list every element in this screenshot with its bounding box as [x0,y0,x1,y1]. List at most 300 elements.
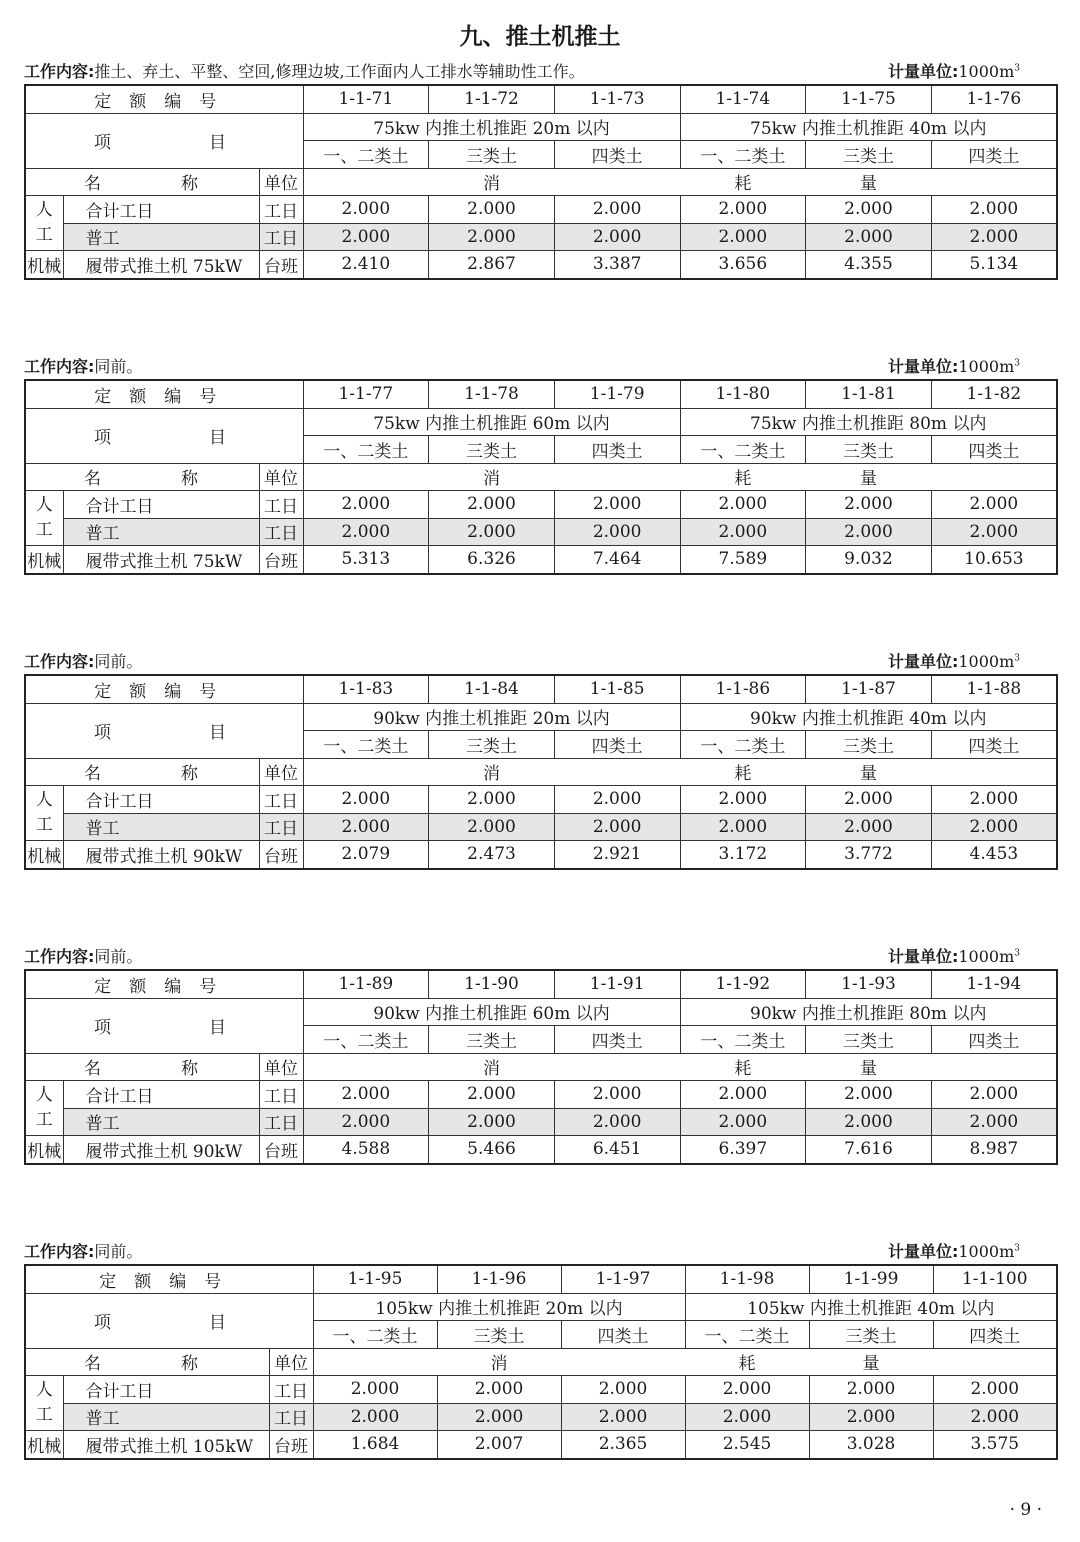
item-label-a: 项 [94,1313,111,1333]
group-b-header: 75kw 内推土机推距 80m 以内 [680,408,1057,436]
quota-code: 1-1-75 [806,85,932,113]
section-meta [24,357,1056,379]
machine-value: 6.326 [429,546,555,574]
name-label [25,168,259,196]
soil-type: 四类土 [931,436,1057,464]
soil-type: 四类土 [554,436,680,464]
total-workday-value: 2.000 [809,1376,933,1404]
consume-blank [933,1348,1057,1376]
group-b-header: 75kw 内推土机推距 40m 以内 [680,113,1057,141]
work-content-text: 同前。 [94,1242,143,1261]
machine-category: 机械 [25,1136,63,1164]
quota-number-row [25,675,1057,703]
total-workday-row [25,491,1057,519]
workday-unit: 工日 [259,196,303,224]
labor-category-b: 工 [35,520,53,540]
quota-section [24,1242,1056,1460]
general-labor-name: 普工 [63,1403,269,1431]
general-labor-value: 2.000 [554,518,680,546]
machine-value: 2.867 [429,251,555,279]
work-content [24,1239,142,1262]
group-row [25,1293,1057,1321]
workday-unit: 工日 [259,491,303,519]
soil-type: 一、二类土 [303,731,429,759]
general-labor-value: 2.000 [931,518,1057,546]
quota-code: 1-1-77 [303,380,429,408]
name-label-a: 名 [84,174,101,195]
shift-unit: 台班 [259,841,303,869]
machine-value: 2.007 [437,1431,561,1459]
total-workday-value: 2.000 [680,786,806,814]
measure-unit [888,944,1020,967]
general-labor-name: 普工 [63,518,259,546]
quota-code: 1-1-82 [931,380,1057,408]
total-workday-name: 合计工日 [63,786,259,814]
machine-value: 10.653 [931,546,1057,574]
total-workday-row [25,1081,1057,1109]
machine-value: 2.473 [429,841,555,869]
labor-category-a: 人 [35,200,53,220]
consume-char: 量 [806,758,932,786]
name-label-b: 称 [181,764,198,785]
unit-base: 1000m [958,62,1015,81]
general-labor-value: 2.000 [933,1403,1057,1431]
group-a-header: 90kw 内推土机推距 60m 以内 [303,998,680,1026]
total-workday-value: 2.000 [313,1376,437,1404]
group-a-header: 90kw 内推土机推距 20m 以内 [303,703,680,731]
labor-category-a: 人 [35,1085,53,1105]
machine-row [25,1136,1057,1164]
machine-row [25,546,1057,574]
workday-unit: 工日 [259,518,303,546]
workday-unit: 工日 [259,1081,303,1109]
soil-type: 三类土 [429,1026,555,1054]
consume-blank [303,463,429,491]
quota-number-label: 定额编号 [25,675,303,703]
total-workday-value: 2.000 [303,196,429,224]
soil-type: 四类土 [933,1321,1057,1349]
unit-label: 计量单位: [887,357,959,376]
name-label [25,1053,259,1081]
soil-type: 三类土 [809,1321,933,1349]
quota-code: 1-1-73 [554,85,680,113]
total-workday-value: 2.000 [931,491,1057,519]
name-label [25,758,259,786]
soil-type: 四类土 [931,731,1057,759]
soil-type: 一、二类土 [680,731,806,759]
total-workday-value: 2.000 [931,786,1057,814]
labor-category [25,491,63,546]
group-row [25,408,1057,436]
name-label-a: 名 [84,764,101,785]
machine-name: 履带式推土机 75kW [63,546,259,574]
machine-value: 4.355 [806,251,932,279]
general-labor-value: 2.000 [554,223,680,251]
total-workday-value: 2.000 [931,1081,1057,1109]
machine-value: 1.684 [313,1431,437,1459]
group-row [25,703,1057,731]
machine-value: 2.545 [685,1431,809,1459]
name-label [25,463,259,491]
machine-value: 5.134 [931,251,1057,279]
quota-code: 1-1-91 [554,970,680,998]
page-title: 九、推土机推土 [459,24,621,50]
labor-category [25,1081,63,1136]
quota-code: 1-1-74 [680,85,806,113]
labor-category [25,786,63,841]
consume-blank [931,1053,1057,1081]
item-label [25,1293,313,1348]
work-content-text: 同前。 [94,947,143,966]
consume-blank [554,1053,680,1081]
labor-category-a: 人 [35,1380,53,1400]
soil-type: 四类土 [931,141,1057,169]
item-label-b: 目 [209,133,226,153]
group-a-header: 105kw 内推土机推距 20m 以内 [313,1293,685,1321]
quota-table [24,84,1058,280]
item-label [25,408,303,463]
general-labor-value: 2.000 [931,1108,1057,1136]
name-label-b: 称 [181,1354,198,1375]
machine-value: 6.451 [554,1136,680,1164]
machine-value: 2.921 [554,841,680,869]
name-label-a: 名 [84,1354,101,1375]
item-label-a: 项 [94,1018,111,1038]
workday-unit: 工日 [269,1376,313,1404]
name-label-b: 称 [181,469,198,490]
consume-blank [313,1348,437,1376]
soil-type: 四类土 [554,141,680,169]
workday-unit: 工日 [259,813,303,841]
total-workday-value: 2.000 [554,491,680,519]
unit-value [958,62,1020,81]
machine-value: 7.616 [806,1136,932,1164]
work-content-label: 工作内容: [24,1242,95,1261]
quota-code: 1-1-93 [806,970,932,998]
machine-value: 4.588 [303,1136,429,1164]
quota-number-row [25,380,1057,408]
general-labor-name: 普工 [63,1108,259,1136]
quota-table [24,379,1058,575]
consume-char: 消 [429,168,555,196]
total-workday-value: 2.000 [554,196,680,224]
soil-type: 三类土 [437,1321,561,1349]
work-content [24,649,142,672]
measure-unit [888,1239,1020,1262]
name-header-row [25,168,1057,196]
total-workday-value: 2.000 [680,196,806,224]
soil-type: 一、二类土 [303,436,429,464]
workday-unit: 工日 [269,1403,313,1431]
machine-category: 机械 [25,251,63,279]
item-label [25,113,303,168]
unit-label: 计量单位: [887,62,959,81]
machine-value: 3.656 [680,251,806,279]
total-workday-value: 2.000 [806,196,932,224]
general-labor-row [25,223,1057,251]
total-workday-value: 2.000 [554,1081,680,1109]
work-content [24,354,142,377]
quota-number-label: 定额编号 [25,85,303,113]
machine-category: 机械 [25,841,63,869]
unit-column-label: 单位 [259,1053,303,1081]
consume-char: 耗 [685,1348,809,1376]
machine-value: 8.987 [931,1136,1057,1164]
general-labor-value: 2.000 [554,1108,680,1136]
consume-blank [931,168,1057,196]
general-labor-value: 2.000 [680,223,806,251]
labor-category-a: 人 [35,495,53,515]
general-labor-value: 2.000 [429,813,555,841]
consume-char: 消 [429,1053,555,1081]
machine-category: 机械 [25,546,63,574]
machine-row [25,841,1057,869]
general-labor-value: 2.000 [680,813,806,841]
soil-type: 三类土 [806,141,932,169]
total-workday-value: 2.000 [437,1376,561,1404]
name-header-row [25,758,1057,786]
soil-type: 一、二类土 [680,141,806,169]
unit-base: 1000m [958,947,1015,966]
work-content-text: 同前。 [94,357,143,376]
machine-row [25,1431,1057,1459]
general-labor-value: 2.000 [680,1108,806,1136]
work-content-label: 工作内容: [24,947,95,966]
quota-code: 1-1-95 [313,1265,437,1293]
section-meta [24,62,1056,84]
total-workday-row [25,1376,1057,1404]
machine-value: 3.387 [554,251,680,279]
quota-code: 1-1-92 [680,970,806,998]
machine-value: 5.466 [429,1136,555,1164]
quota-code: 1-1-100 [933,1265,1057,1293]
quota-code: 1-1-78 [429,380,555,408]
soil-type: 三类土 [429,731,555,759]
machine-name: 履带式推土机 105kW [63,1431,269,1459]
consume-blank [931,463,1057,491]
total-workday-value: 2.000 [554,786,680,814]
quota-code: 1-1-80 [680,380,806,408]
soil-type: 四类土 [931,1026,1057,1054]
unit-label: 计量单位: [887,947,959,966]
name-label [25,1348,269,1376]
consume-blank [303,758,429,786]
workday-unit: 工日 [259,223,303,251]
quota-number-row [25,85,1057,113]
unit-value [958,652,1020,671]
soil-type: 三类土 [806,436,932,464]
general-labor-value: 2.000 [429,1108,555,1136]
shift-unit: 台班 [259,1136,303,1164]
total-workday-name: 合计工日 [63,1081,259,1109]
group-row [25,998,1057,1026]
general-labor-value: 2.000 [680,518,806,546]
quota-code: 1-1-81 [806,380,932,408]
general-labor-value: 2.000 [313,1403,437,1431]
quota-code: 1-1-87 [806,675,932,703]
general-labor-value: 2.000 [806,518,932,546]
machine-value: 2.079 [303,841,429,869]
machine-value: 4.453 [931,841,1057,869]
work-content-label: 工作内容: [24,652,95,671]
general-labor-row [25,813,1057,841]
total-workday-value: 2.000 [806,786,932,814]
total-workday-value: 2.000 [806,1081,932,1109]
machine-value: 3.772 [806,841,932,869]
machine-value: 3.575 [933,1431,1057,1459]
total-workday-value: 2.000 [303,491,429,519]
machine-name: 履带式推土机 90kW [63,841,259,869]
quota-number-label: 定额编号 [25,970,303,998]
quota-code: 1-1-89 [303,970,429,998]
quota-code: 1-1-84 [429,675,555,703]
name-label-a: 名 [84,469,101,490]
soil-type: 一、二类土 [303,1026,429,1054]
general-labor-value: 2.000 [554,813,680,841]
section-meta [24,947,1056,969]
section-meta [24,652,1056,674]
machine-value: 7.464 [554,546,680,574]
quota-number-row [25,1265,1057,1293]
work-content-text: 推土、弃土、平整、空回,修理边坡,工作面内人工排水等辅助性工作。 [94,62,585,81]
unit-base: 1000m [958,357,1015,376]
quota-code: 1-1-96 [437,1265,561,1293]
general-labor-value: 2.000 [303,813,429,841]
unit-column-label: 单位 [259,758,303,786]
soil-type: 一、二类土 [680,1026,806,1054]
general-labor-value: 2.000 [931,223,1057,251]
machine-value: 2.410 [303,251,429,279]
general-labor-row [25,1403,1057,1431]
item-label [25,703,303,758]
labor-category [25,196,63,251]
labor-category-b: 工 [35,815,53,835]
workday-unit: 工日 [259,1108,303,1136]
total-workday-value: 2.000 [685,1376,809,1404]
general-labor-row [25,1108,1057,1136]
general-labor-value: 2.000 [561,1403,685,1431]
total-workday-value: 2.000 [303,1081,429,1109]
total-workday-name: 合计工日 [63,491,259,519]
general-labor-value: 2.000 [303,223,429,251]
consume-char: 耗 [680,758,806,786]
consume-char: 量 [806,168,932,196]
total-workday-value: 2.000 [680,1081,806,1109]
general-labor-value: 2.000 [685,1403,809,1431]
measure-unit [888,59,1020,82]
consume-char: 量 [806,463,932,491]
name-label-a: 名 [84,1059,101,1080]
soil-type: 四类土 [561,1321,685,1349]
total-workday-value: 2.000 [806,491,932,519]
quota-code: 1-1-94 [931,970,1057,998]
soil-type: 三类土 [806,731,932,759]
unit-exponent: 3 [1014,1243,1020,1254]
total-workday-row [25,196,1057,224]
quota-code: 1-1-90 [429,970,555,998]
item-label-b: 目 [209,1313,226,1333]
item-label-a: 项 [94,133,111,153]
unit-exponent: 3 [1014,948,1020,959]
quota-code: 1-1-97 [561,1265,685,1293]
quota-code: 1-1-76 [931,85,1057,113]
unit-label: 计量单位: [887,652,959,671]
page-number: · 9 · [1009,1500,1042,1520]
total-workday-name: 合计工日 [63,1376,269,1404]
workday-unit: 工日 [259,786,303,814]
name-header-row [25,1053,1057,1081]
consume-blank [931,758,1057,786]
item-label-b: 目 [209,428,226,448]
unit-base: 1000m [958,652,1015,671]
general-labor-value: 2.000 [303,1108,429,1136]
group-b-header: 90kw 内推土机推距 40m 以内 [680,703,1057,731]
labor-category-b: 工 [35,1110,53,1130]
machine-value: 3.028 [809,1431,933,1459]
name-label-b: 称 [181,1059,198,1080]
labor-category-a: 人 [35,790,53,810]
unit-label: 计量单位: [887,1242,959,1261]
unit-column-label: 单位 [269,1348,313,1376]
soil-type: 四类土 [554,731,680,759]
soil-type: 三类土 [429,436,555,464]
machine-value: 5.313 [303,546,429,574]
quota-code: 1-1-98 [685,1265,809,1293]
general-labor-value: 2.000 [809,1403,933,1431]
machine-value: 6.397 [680,1136,806,1164]
consume-char: 量 [809,1348,933,1376]
unit-exponent: 3 [1014,63,1020,74]
total-workday-value: 2.000 [931,196,1057,224]
quota-table [24,1264,1058,1460]
soil-type: 一、二类土 [680,436,806,464]
unit-column-label: 单位 [259,168,303,196]
machine-row [25,251,1057,279]
machine-value: 2.365 [561,1431,685,1459]
total-workday-name: 合计工日 [63,196,259,224]
machine-value: 9.032 [806,546,932,574]
name-header-row [25,1348,1057,1376]
soil-type: 一、二类土 [313,1321,437,1349]
total-workday-value: 2.000 [429,786,555,814]
machine-value: 7.589 [680,546,806,574]
quota-table [24,969,1058,1165]
item-label-b: 目 [209,1018,226,1038]
quota-number-label: 定额编号 [25,380,303,408]
quota-code: 1-1-79 [554,380,680,408]
general-labor-value: 2.000 [429,518,555,546]
consume-blank [561,1348,685,1376]
general-labor-value: 2.000 [806,223,932,251]
quota-section [24,357,1056,575]
consume-blank [554,463,680,491]
total-workday-value: 2.000 [429,491,555,519]
unit-column-label: 单位 [259,463,303,491]
machine-category: 机械 [25,1431,63,1459]
work-content-text: 同前。 [94,652,143,671]
unit-value [958,1242,1020,1261]
item-label-a: 项 [94,723,111,743]
quota-section [24,947,1056,1165]
group-a-header: 75kw 内推土机推距 20m 以内 [303,113,680,141]
machine-name: 履带式推土机 90kW [63,1136,259,1164]
consume-char: 消 [429,463,555,491]
unit-exponent: 3 [1014,653,1020,664]
work-content [24,944,142,967]
soil-type: 三类土 [429,141,555,169]
quota-number-label: 定额编号 [25,1265,313,1293]
consume-blank [303,1053,429,1081]
